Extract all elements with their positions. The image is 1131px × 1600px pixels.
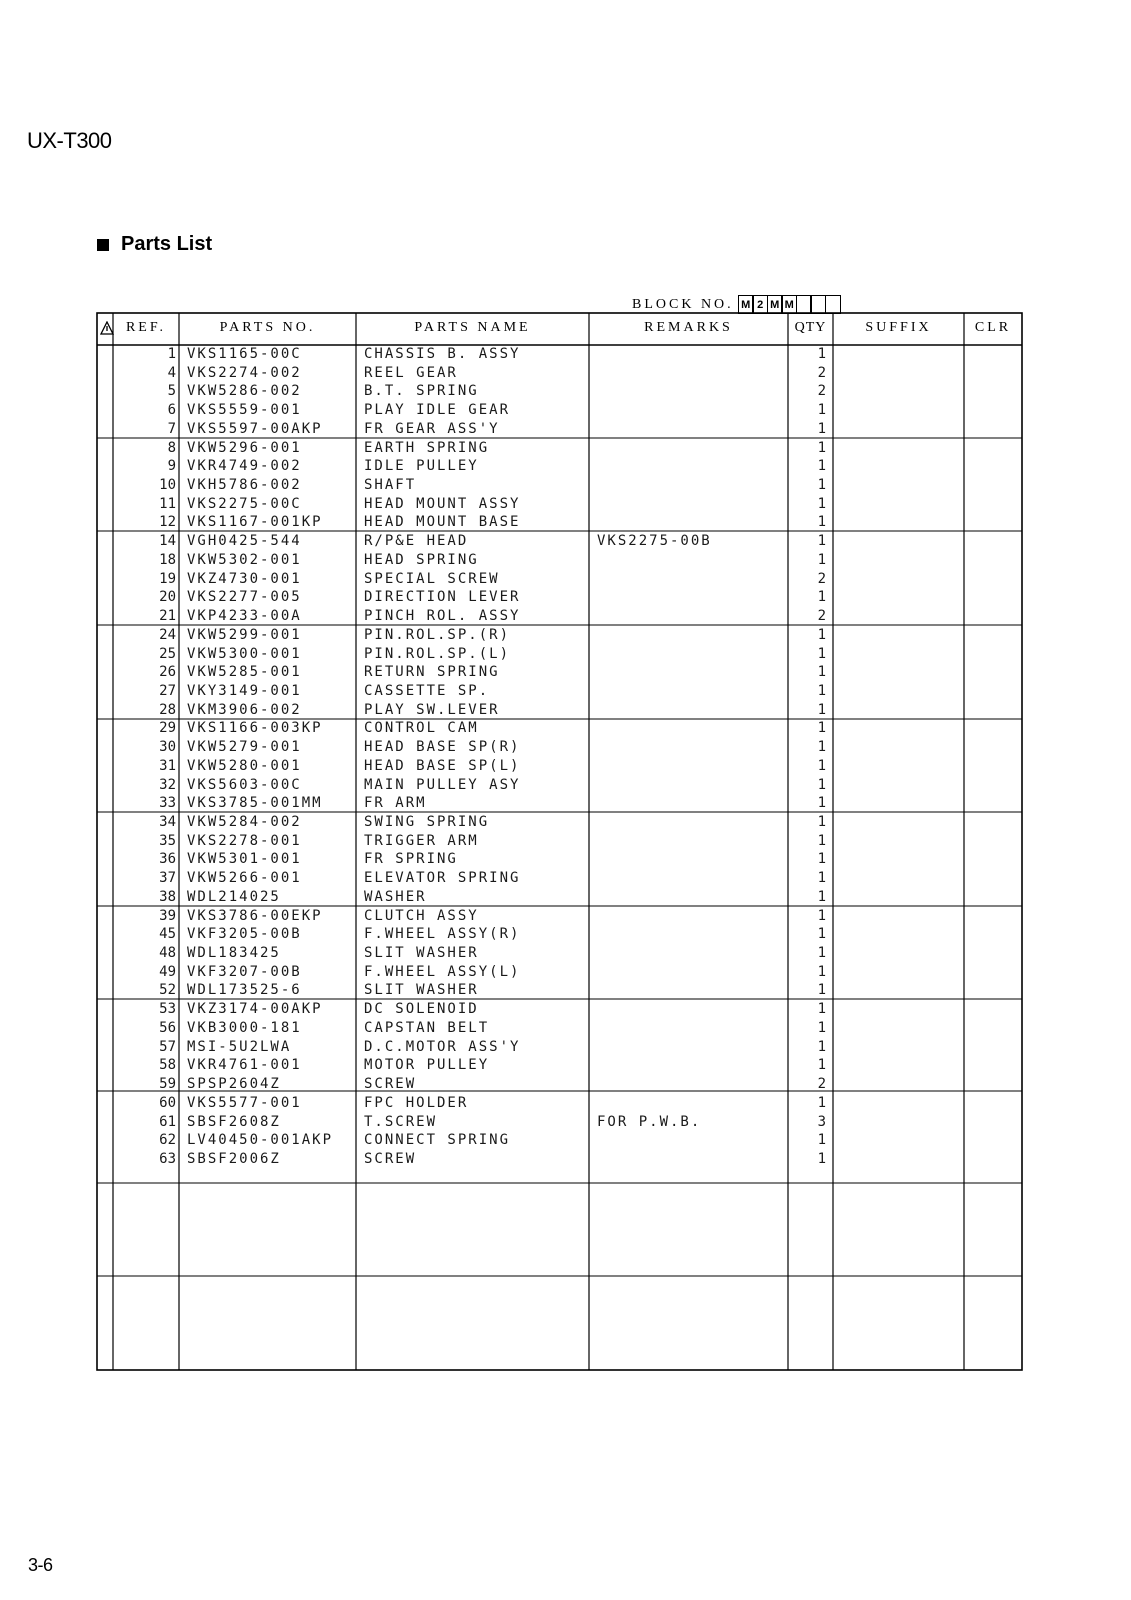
- cell-parts-name: SHAFT: [364, 477, 417, 494]
- cell-ref: 37: [159, 870, 176, 887]
- cell-parts-no: VKS5559-001: [187, 402, 302, 419]
- header-remarks: REMARKS: [644, 320, 733, 335]
- cell-remarks: VKS2275-00B: [597, 533, 712, 550]
- cell-qty: 1: [817, 645, 826, 662]
- cell-parts-name: HEAD MOUNT ASSY: [364, 495, 521, 512]
- cell-parts-no: VKS2278-001: [187, 832, 302, 849]
- cell-ref: 31: [159, 757, 176, 774]
- cell-ref: 39: [159, 907, 176, 924]
- cell-qty: 1: [817, 720, 826, 737]
- cell-parts-name: DC SOLENOID: [364, 1001, 479, 1018]
- cell-qty: 1: [817, 945, 826, 962]
- table-row: [0, 682, 1131, 701]
- cell-parts-name: FR GEAR ASS'Y: [364, 420, 500, 437]
- table-row: [0, 1150, 1131, 1169]
- table-row: [0, 513, 1131, 532]
- header-suffix: SUFFIX: [865, 320, 932, 335]
- cell-ref: 12: [159, 514, 176, 531]
- cell-parts-name: DIRECTION LEVER: [364, 589, 521, 606]
- cell-parts-no: VKS3786-00EKP: [187, 907, 323, 924]
- cell-parts-no: LV40450-001AKP: [187, 1132, 334, 1149]
- cell-qty: 1: [817, 814, 826, 830]
- cell-parts-no: SBSF2006Z: [187, 1150, 281, 1167]
- cell-parts-name: FR ARM: [364, 795, 427, 812]
- table-row: [0, 757, 1131, 776]
- block-box: M: [738, 295, 754, 314]
- cell-parts-no: VKS1166-003KP: [187, 720, 323, 737]
- cell-parts-no: VKS1167-001KP: [187, 514, 323, 531]
- cell-qty: 2: [817, 608, 826, 625]
- cell-qty: 1: [817, 551, 826, 568]
- block-box: 2: [752, 295, 768, 314]
- table-row: [0, 963, 1131, 982]
- cell-parts-no: VKS1165-00C: [187, 346, 302, 362]
- cell-ref: 21: [159, 608, 176, 625]
- cell-parts-name: PIN.ROL.SP.(R): [364, 626, 511, 643]
- table-row: [0, 570, 1131, 589]
- cell-qty: 1: [817, 1132, 826, 1149]
- header-parts-no: PARTS NO.: [219, 320, 316, 335]
- cell-qty: 1: [817, 346, 826, 362]
- cell-ref: 28: [159, 701, 176, 718]
- model-name: UX-T300: [27, 128, 112, 153]
- cell-ref: 63: [159, 1150, 176, 1167]
- table-row: [0, 345, 1131, 364]
- cell-qty: 1: [817, 1019, 826, 1036]
- cell-ref: 25: [159, 645, 176, 662]
- cell-parts-no: VKS2277-005: [187, 589, 302, 606]
- cell-ref: 10: [159, 477, 176, 494]
- table-row: [0, 382, 1131, 401]
- page-number: 3-6: [28, 1555, 53, 1575]
- table-row: [0, 1113, 1131, 1132]
- cell-parts-no: VKS5603-00C: [187, 776, 302, 793]
- cell-parts-no: VKW5286-002: [187, 383, 302, 400]
- cell-parts-no: WDL183425: [187, 945, 281, 962]
- cell-ref: 4: [167, 364, 176, 381]
- cell-parts-no: SPSP2604Z: [187, 1076, 281, 1093]
- cell-parts-name: HEAD BASE SP(L): [364, 757, 521, 774]
- cell-ref: 19: [159, 570, 176, 587]
- cell-qty: 1: [817, 1094, 826, 1111]
- cell-qty: 1: [817, 795, 826, 812]
- cell-parts-no: VKW5299-001: [187, 626, 302, 643]
- cell-parts-no: VKW5300-001: [187, 645, 302, 662]
- table-row: [0, 645, 1131, 664]
- cell-parts-no: VKB3000-181: [187, 1019, 302, 1036]
- cell-parts-name: MOTOR PULLEY: [364, 1057, 490, 1074]
- cell-ref: 62: [159, 1132, 176, 1149]
- cell-parts-no: VKF3205-00B: [187, 926, 302, 943]
- cell-parts-no: VKH5786-002: [187, 477, 302, 494]
- table-row: [0, 457, 1131, 476]
- table-row: [0, 1019, 1131, 1038]
- cell-parts-no: VKW5285-001: [187, 664, 302, 681]
- cell-parts-name: B.T. SPRING: [364, 383, 479, 400]
- cell-qty: 1: [817, 1038, 826, 1055]
- cell-qty: 1: [817, 402, 826, 419]
- cell-qty: 1: [817, 963, 826, 980]
- cell-parts-name: CHASSIS B. ASSY: [364, 346, 521, 362]
- block-box: M: [781, 295, 797, 314]
- cell-parts-no: VKS5577-001: [187, 1094, 302, 1111]
- cell-qty: 1: [817, 514, 826, 531]
- table-row: [0, 888, 1131, 907]
- cell-qty: 1: [817, 1001, 826, 1018]
- cell-qty: 1: [817, 1057, 826, 1074]
- header-ref: REF.: [125, 320, 167, 335]
- cell-parts-name: IDLE PULLEY: [364, 458, 479, 475]
- table-row: [0, 869, 1131, 888]
- cell-ref: 33: [159, 795, 176, 812]
- header-qty: QTY: [794, 320, 827, 335]
- warning-triangle-icon: [100, 321, 114, 335]
- cell-parts-name: WASHER: [364, 888, 427, 905]
- cell-parts-name: PLAY SW.LEVER: [364, 701, 500, 718]
- cell-qty: 1: [817, 477, 826, 494]
- cell-parts-no: VKW5284-002: [187, 814, 302, 830]
- cell-parts-name: ELEVATOR SPRING: [364, 870, 521, 887]
- cell-parts-name: EARTH SPRING: [364, 439, 490, 456]
- cell-ref: 56: [159, 1019, 176, 1036]
- cell-parts-name: HEAD BASE SP(R): [364, 739, 521, 756]
- cell-parts-name: PINCH ROL. ASSY: [364, 608, 521, 625]
- cell-parts-no: VKM3906-002: [187, 701, 302, 718]
- table-row: [0, 401, 1131, 420]
- table-row: [0, 1000, 1131, 1019]
- table-row: [0, 495, 1131, 514]
- cell-ref: 59: [159, 1076, 176, 1093]
- cell-ref: 14: [159, 533, 176, 550]
- table-row: [0, 626, 1131, 645]
- cell-ref: 27: [159, 682, 176, 699]
- cell-parts-name: CAPSTAN BELT: [364, 1019, 490, 1036]
- cell-qty: 1: [817, 888, 826, 905]
- cell-parts-name: R/P&E HEAD: [364, 533, 469, 550]
- cell-qty: 2: [817, 570, 826, 587]
- cell-ref: 52: [159, 982, 176, 999]
- cell-qty: 1: [817, 701, 826, 718]
- cell-parts-name: F.WHEEL ASSY(R): [364, 926, 521, 943]
- section-title-text: Parts List: [121, 233, 213, 255]
- cell-parts-name: CONNECT SPRING: [364, 1132, 511, 1149]
- cell-ref: 11: [159, 495, 176, 512]
- cell-parts-no: MSI-5U2LWA: [187, 1038, 292, 1055]
- cell-parts-no: WDL214025: [187, 888, 281, 905]
- table-row: [0, 532, 1131, 551]
- cell-qty: 1: [817, 664, 826, 681]
- cell-parts-no: VKF3207-00B: [187, 963, 302, 980]
- block-box: M: [767, 295, 783, 314]
- cell-ref: 5: [167, 383, 176, 400]
- cell-qty: 1: [817, 907, 826, 924]
- cell-parts-name: HEAD MOUNT BASE: [364, 514, 521, 531]
- cell-parts-name: D.C.MOTOR ASS'Y: [364, 1038, 521, 1055]
- block-label: BLOCK NO.: [632, 296, 734, 312]
- cell-parts-name: SPECIAL SCREW: [364, 570, 500, 587]
- cell-parts-name: T.SCREW: [364, 1113, 438, 1130]
- cell-ref: 29: [159, 720, 176, 737]
- cell-qty: 1: [817, 682, 826, 699]
- cell-qty: 1: [817, 776, 826, 793]
- cell-parts-name: CONTROL CAM: [364, 720, 479, 737]
- table-row: [0, 1131, 1131, 1150]
- cell-ref: 58: [159, 1057, 176, 1074]
- cell-qty: 2: [817, 1076, 826, 1093]
- table-row: [0, 981, 1131, 1000]
- cell-parts-name: CLUTCH ASSY: [364, 907, 479, 924]
- cell-ref: 20: [159, 589, 176, 606]
- table-row: [0, 907, 1131, 926]
- cell-parts-no: VKZ3174-00AKP: [187, 1001, 323, 1018]
- cell-ref: 35: [159, 832, 176, 849]
- table-row: [0, 663, 1131, 682]
- cell-ref: 60: [159, 1094, 176, 1111]
- cell-ref: 26: [159, 664, 176, 681]
- cell-parts-name: F.WHEEL ASSY(L): [364, 963, 521, 980]
- cell-ref: 57: [159, 1038, 176, 1055]
- cell-qty: 2: [817, 364, 826, 381]
- cell-parts-name: SLIT WASHER: [364, 982, 479, 999]
- cell-parts-name: SWING SPRING: [364, 814, 490, 830]
- cell-qty: 1: [817, 458, 826, 475]
- cell-ref: 45: [159, 926, 176, 943]
- cell-parts-name: FPC HOLDER: [364, 1094, 469, 1111]
- cell-parts-no: VKW5302-001: [187, 551, 302, 568]
- table-row: [0, 850, 1131, 869]
- table-row: [0, 738, 1131, 757]
- cell-ref: 38: [159, 888, 176, 905]
- header-parts-name: PARTS NAME: [414, 320, 531, 335]
- cell-parts-no: VKW5280-001: [187, 757, 302, 774]
- cell-ref: 6: [167, 402, 176, 419]
- table-row: [0, 794, 1131, 813]
- cell-parts-name: MAIN PULLEY ASY: [364, 776, 521, 793]
- cell-parts-no: VKS2275-00C: [187, 495, 302, 512]
- cell-parts-no: VKS3785-001MM: [187, 795, 323, 812]
- cell-parts-no: VKR4761-001: [187, 1057, 302, 1074]
- table-row: [0, 439, 1131, 458]
- cell-parts-no: VKZ4730-001: [187, 570, 302, 587]
- cell-parts-name: PIN.ROL.SP.(L): [364, 645, 511, 662]
- cell-parts-no: VKW5296-001: [187, 439, 302, 456]
- table-row: [0, 551, 1131, 570]
- table-row: [0, 476, 1131, 495]
- cell-parts-name: PLAY IDLE GEAR: [364, 402, 511, 419]
- cell-qty: 1: [817, 626, 826, 643]
- cell-qty: 1: [817, 495, 826, 512]
- table-row: [0, 420, 1131, 439]
- table-row: [0, 364, 1131, 383]
- cell-parts-name: HEAD SPRING: [364, 551, 479, 568]
- cell-ref: 30: [159, 739, 176, 756]
- cell-parts-name: SCREW: [364, 1076, 417, 1093]
- table-row: [0, 1056, 1131, 1075]
- cell-parts-name: RETURN SPRING: [364, 664, 500, 681]
- table-row: [0, 925, 1131, 944]
- cell-ref: 61: [159, 1113, 176, 1130]
- cell-parts-name: SLIT WASHER: [364, 945, 479, 962]
- cell-qty: 1: [817, 870, 826, 887]
- cell-parts-no: VKW5279-001: [187, 739, 302, 756]
- cell-ref: 34: [159, 814, 176, 830]
- cell-ref: 1: [167, 346, 176, 362]
- cell-qty: 1: [817, 533, 826, 550]
- cell-parts-name: CASSETTE SP.: [364, 682, 490, 699]
- cell-parts-no: VKR4749-002: [187, 458, 302, 475]
- cell-qty: 3: [817, 1113, 826, 1130]
- header-clr: CLR: [974, 320, 1012, 335]
- cell-qty: 1: [817, 589, 826, 606]
- cell-ref: 9: [167, 458, 176, 475]
- cell-parts-no: VKP4233-00A: [187, 608, 302, 625]
- cell-parts-name: FR SPRING: [364, 851, 458, 868]
- cell-ref: 32: [159, 776, 176, 793]
- cell-parts-no: WDL173525-6: [187, 982, 302, 999]
- cell-qty: 1: [817, 439, 826, 456]
- cell-parts-no: SBSF2608Z: [187, 1113, 281, 1130]
- cell-qty: 2: [817, 383, 826, 400]
- cell-ref: 49: [159, 963, 176, 980]
- table-row: [0, 588, 1131, 607]
- cell-parts-name: TRIGGER ARM: [364, 832, 479, 849]
- cell-qty: 1: [817, 420, 826, 437]
- table-row: [0, 944, 1131, 963]
- cell-parts-no: VKS2274-002: [187, 364, 302, 381]
- cell-remarks: FOR P.W.B.: [597, 1113, 702, 1130]
- cell-parts-name: SCREW: [364, 1150, 417, 1167]
- cell-qty: 1: [817, 1150, 826, 1167]
- table-row: [0, 776, 1131, 795]
- cell-qty: 1: [817, 739, 826, 756]
- cell-ref: 24: [159, 626, 176, 643]
- cell-qty: 1: [817, 851, 826, 868]
- table-row: [0, 813, 1131, 832]
- table-row: [0, 1094, 1131, 1113]
- cell-ref: 36: [159, 851, 176, 868]
- table-row: [0, 607, 1131, 626]
- cell-qty: 1: [817, 757, 826, 774]
- table-row: [0, 1038, 1131, 1057]
- table-row: [0, 832, 1131, 851]
- cell-parts-no: VKW5266-001: [187, 870, 302, 887]
- table-row: [0, 701, 1131, 720]
- cell-parts-no: VKY3149-001: [187, 682, 302, 699]
- cell-parts-name: REEL GEAR: [364, 364, 458, 381]
- cell-parts-no: VKW5301-001: [187, 851, 302, 868]
- cell-ref: 7: [167, 420, 176, 437]
- cell-qty: 1: [817, 832, 826, 849]
- cell-parts-no: VKS5597-00AKP: [187, 420, 323, 437]
- cell-ref: 53: [159, 1001, 176, 1018]
- cell-qty: 1: [817, 926, 826, 943]
- cell-ref: 18: [159, 551, 176, 568]
- cell-qty: 1: [817, 982, 826, 999]
- table-row: [0, 719, 1131, 738]
- cell-parts-no: VGH0425-544: [187, 533, 302, 550]
- cell-ref: 8: [167, 439, 176, 456]
- cell-ref: 48: [159, 945, 176, 962]
- table-row: [0, 1075, 1131, 1094]
